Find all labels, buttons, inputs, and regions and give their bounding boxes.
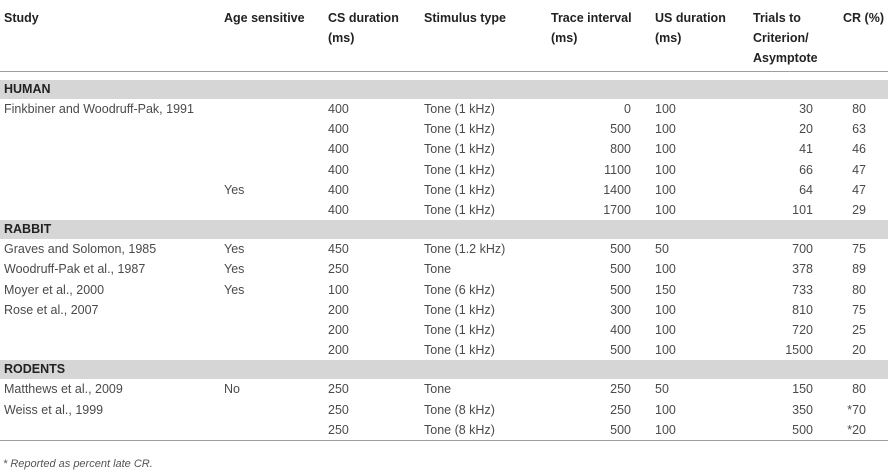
cell-study bbox=[0, 320, 220, 340]
cell-trials-to-criterion: 150 bbox=[792, 382, 813, 397]
spacer-row bbox=[0, 72, 888, 81]
column-header-line: Stimulus type bbox=[424, 11, 506, 25]
cell-stimulus-type: Tone (1 kHz) bbox=[424, 182, 495, 197]
section-header-row bbox=[0, 80, 888, 99]
cell-study bbox=[0, 200, 220, 220]
cell-trials-to-criterion: 720 bbox=[792, 323, 813, 338]
table-row bbox=[0, 280, 888, 300]
column-header-line: Criterion/ bbox=[753, 31, 809, 45]
cell-trace-interval: 0 bbox=[624, 102, 631, 116]
table-header bbox=[0, 0, 888, 72]
footnote: * Reported as percent late CR. bbox=[3, 458, 153, 470]
cell-trials-to-criterion: 378 bbox=[792, 262, 813, 277]
cell-stimulus-type: Tone (1 kHz) bbox=[424, 122, 495, 137]
column-header-us-duration bbox=[651, 0, 749, 72]
cell-cs-duration: 200 bbox=[328, 343, 349, 358]
table-row bbox=[0, 420, 888, 441]
cell-trials-to-criterion: 101 bbox=[792, 203, 813, 218]
section-title: HUMAN bbox=[0, 80, 888, 99]
cell-trials-to-criterion: 64 bbox=[799, 182, 813, 197]
table-row bbox=[0, 239, 888, 259]
cell-trials-to-criterion: 733 bbox=[792, 282, 813, 297]
cell-trace-interval: 1100 bbox=[604, 162, 631, 177]
cell-age-sensitive bbox=[220, 160, 324, 180]
cell-stimulus-type: Tone (1 kHz) bbox=[424, 102, 495, 116]
section-title: RODENTS bbox=[0, 360, 888, 379]
cell-study bbox=[0, 119, 220, 139]
cell-trials-to-criterion: 350 bbox=[792, 402, 813, 417]
cell-cr-percent: *70 bbox=[847, 402, 866, 417]
cell-us-duration: 100 bbox=[655, 302, 676, 317]
cell-trials-to-criterion: 20 bbox=[799, 122, 813, 137]
column-header-stimulus-type bbox=[420, 0, 547, 72]
cell-age-sensitive: Yes bbox=[224, 182, 245, 197]
cell-trace-interval: 500 bbox=[610, 343, 631, 358]
column-header-trials-to-criterion bbox=[749, 0, 831, 72]
cell-cr-percent: 25 bbox=[852, 323, 866, 338]
section-header-row bbox=[0, 220, 888, 239]
cell-us-duration: 100 bbox=[651, 420, 749, 441]
table-row bbox=[0, 320, 888, 340]
cell-cs-duration: 450 bbox=[328, 242, 349, 257]
cell-trials-to-criterion: 41 bbox=[799, 142, 813, 157]
table-body bbox=[0, 72, 888, 441]
table-row bbox=[0, 200, 888, 220]
cell-age-sensitive bbox=[220, 420, 324, 441]
cell-study: Finkbiner and Woodruff-Pak, 1991 bbox=[4, 102, 194, 116]
section-header-row bbox=[0, 360, 888, 379]
table-row bbox=[0, 400, 888, 420]
cell-cr-percent: 29 bbox=[852, 203, 866, 218]
column-header-line: Asymptote bbox=[753, 51, 818, 65]
cell-study: Rose et al., 2007 bbox=[4, 302, 99, 317]
cell-cs-duration: 250 bbox=[328, 382, 349, 397]
cell-age-sensitive bbox=[220, 340, 324, 360]
cell-stimulus-type: Tone (1 kHz) bbox=[424, 142, 495, 157]
cell-stimulus-type: Tone (1.2 kHz) bbox=[424, 242, 506, 257]
cell-stimulus-type: Tone (8 kHz) bbox=[420, 420, 547, 441]
cell-us-duration: 50 bbox=[655, 382, 669, 397]
cell-cs-duration: 400 bbox=[328, 102, 349, 116]
cell-study bbox=[0, 340, 220, 360]
cell-age-sensitive bbox=[220, 400, 324, 420]
cell-stimulus-type: Tone (1 kHz) bbox=[424, 343, 495, 358]
cell-cs-duration: 400 bbox=[328, 162, 349, 177]
cell-cs-duration: 400 bbox=[328, 142, 349, 157]
cell-trace-interval: 250 bbox=[610, 382, 631, 397]
header-row bbox=[0, 0, 888, 72]
cell-us-duration: 150 bbox=[655, 282, 676, 297]
cell-age-sensitive bbox=[220, 200, 324, 220]
cell-cr-percent: 63 bbox=[852, 122, 866, 137]
column-header-line: Trace interval bbox=[551, 11, 632, 25]
cell-cs-duration: 200 bbox=[328, 302, 349, 317]
table-row bbox=[0, 99, 888, 119]
cell-us-duration: 100 bbox=[655, 262, 676, 277]
cell-us-duration: 100 bbox=[655, 102, 676, 116]
cell-cr-percent: 47 bbox=[852, 162, 866, 177]
cell-study bbox=[0, 160, 220, 180]
cell-cr-percent: 80 bbox=[852, 382, 866, 397]
table-row bbox=[0, 119, 888, 139]
table-row bbox=[0, 379, 888, 399]
column-header-line: Study bbox=[4, 11, 39, 25]
cell-cs-duration: 100 bbox=[328, 282, 349, 297]
cell-study: Weiss et al., 1999 bbox=[4, 402, 104, 417]
cell-trials-to-criterion: 1500 bbox=[785, 343, 813, 358]
cell-age-sensitive: Yes bbox=[224, 262, 245, 277]
cell-stimulus-type: Tone (1 kHz) bbox=[424, 302, 495, 317]
cell-cs-duration: 250 bbox=[328, 262, 349, 277]
cell-cs-duration: 400 bbox=[328, 203, 349, 218]
column-header-line: (ms) bbox=[655, 31, 682, 45]
cell-us-duration: 100 bbox=[655, 203, 676, 218]
cell-cr-percent: *20 bbox=[831, 420, 888, 441]
cell-trace-interval: 500 bbox=[547, 420, 651, 441]
cell-trace-interval: 300 bbox=[610, 302, 631, 317]
cell-stimulus-type: Tone bbox=[424, 262, 452, 277]
cell-us-duration: 100 bbox=[655, 323, 676, 338]
cell-us-duration: 100 bbox=[655, 182, 676, 197]
cell-study bbox=[0, 139, 220, 159]
table-row bbox=[0, 139, 888, 159]
cell-age-sensitive bbox=[220, 99, 324, 119]
cell-us-duration: 100 bbox=[655, 142, 676, 157]
table-row bbox=[0, 300, 888, 320]
cell-us-duration: 100 bbox=[655, 343, 676, 358]
cell-cr-percent: 89 bbox=[852, 262, 866, 277]
cell-age-sensitive: No bbox=[224, 382, 240, 397]
column-header-cs-duration bbox=[324, 0, 420, 72]
cell-stimulus-type: Tone bbox=[424, 382, 452, 397]
column-header-study bbox=[0, 0, 220, 72]
column-header-line: CR (%) bbox=[843, 11, 884, 25]
cell-stimulus-type: Tone (1 kHz) bbox=[424, 203, 495, 218]
cell-stimulus-type: Tone (8 kHz) bbox=[424, 402, 495, 417]
cell-trials-to-criterion: 700 bbox=[792, 242, 813, 257]
cell-cs-duration: 250 bbox=[324, 420, 420, 441]
cell-trials-to-criterion: 30 bbox=[799, 102, 813, 116]
cell-us-duration: 100 bbox=[655, 402, 676, 417]
cell-trace-interval: 800 bbox=[610, 142, 631, 157]
cell-cr-percent: 75 bbox=[852, 302, 866, 317]
column-header-trace-interval bbox=[547, 0, 651, 72]
cell-trials-to-criterion: 66 bbox=[799, 162, 813, 177]
cell-stimulus-type: Tone (1 kHz) bbox=[424, 162, 495, 177]
cell-us-duration: 50 bbox=[655, 242, 669, 257]
cell-study: Woodruff-Pak et al., 1987 bbox=[4, 262, 146, 277]
spacer-cell bbox=[0, 72, 888, 81]
cell-trace-interval: 500 bbox=[610, 242, 631, 257]
cell-trials-to-criterion: 500 bbox=[749, 420, 831, 441]
cell-cs-duration: 200 bbox=[328, 323, 349, 338]
column-header-cr-percent bbox=[831, 0, 888, 72]
cell-trace-interval: 500 bbox=[610, 122, 631, 137]
cell-trials-to-criterion: 810 bbox=[792, 302, 813, 317]
cell-stimulus-type: Tone (1 kHz) bbox=[424, 323, 495, 338]
cell-age-sensitive bbox=[220, 119, 324, 139]
column-header-line: CS duration bbox=[328, 11, 399, 25]
cell-study: Matthews et al., 2009 bbox=[4, 382, 123, 397]
table-row bbox=[0, 180, 888, 200]
cell-cr-percent: 80 bbox=[852, 282, 866, 297]
cell-cs-duration: 400 bbox=[328, 122, 349, 137]
column-header-line: Age sensitive bbox=[224, 11, 305, 25]
cell-cs-duration: 250 bbox=[328, 402, 349, 417]
cell-cr-percent: 80 bbox=[852, 102, 866, 116]
cell-study bbox=[0, 420, 220, 441]
column-header-line: (ms) bbox=[551, 31, 578, 45]
column-header-line: (ms) bbox=[328, 31, 355, 45]
section-title: RABBIT bbox=[0, 220, 888, 239]
cell-age-sensitive bbox=[220, 320, 324, 340]
cell-trace-interval: 1400 bbox=[603, 182, 631, 197]
cell-stimulus-type: Tone (6 kHz) bbox=[424, 282, 495, 297]
cell-cr-percent: 46 bbox=[852, 142, 866, 157]
table-row bbox=[0, 160, 888, 180]
cell-age-sensitive: Yes bbox=[224, 242, 245, 257]
cell-study bbox=[0, 180, 220, 200]
column-header-line: Trials to bbox=[753, 11, 801, 25]
table-row bbox=[0, 259, 888, 279]
cell-cr-percent: 47 bbox=[852, 182, 866, 197]
column-header-line: US duration bbox=[655, 11, 726, 25]
cell-trace-interval: 500 bbox=[610, 282, 631, 297]
cell-age-sensitive bbox=[220, 300, 324, 320]
cell-trace-interval: 500 bbox=[610, 262, 631, 277]
cell-age-sensitive bbox=[220, 139, 324, 159]
cell-trace-interval: 250 bbox=[610, 402, 631, 417]
column-header-age-sensitive bbox=[220, 0, 324, 72]
cell-trace-interval: 400 bbox=[610, 323, 631, 338]
cell-us-duration: 100 bbox=[655, 122, 676, 137]
cell-age-sensitive: Yes bbox=[224, 282, 245, 297]
cell-us-duration: 100 bbox=[655, 162, 676, 177]
table-row bbox=[0, 340, 888, 360]
cell-cs-duration: 400 bbox=[328, 182, 349, 197]
cell-study: Moyer et al., 2000 bbox=[4, 282, 105, 297]
cell-cr-percent: 75 bbox=[852, 242, 866, 257]
cell-cr-percent: 20 bbox=[852, 343, 866, 358]
cell-trace-interval: 1700 bbox=[603, 203, 631, 218]
cell-study: Graves and Solomon, 1985 bbox=[4, 242, 157, 257]
